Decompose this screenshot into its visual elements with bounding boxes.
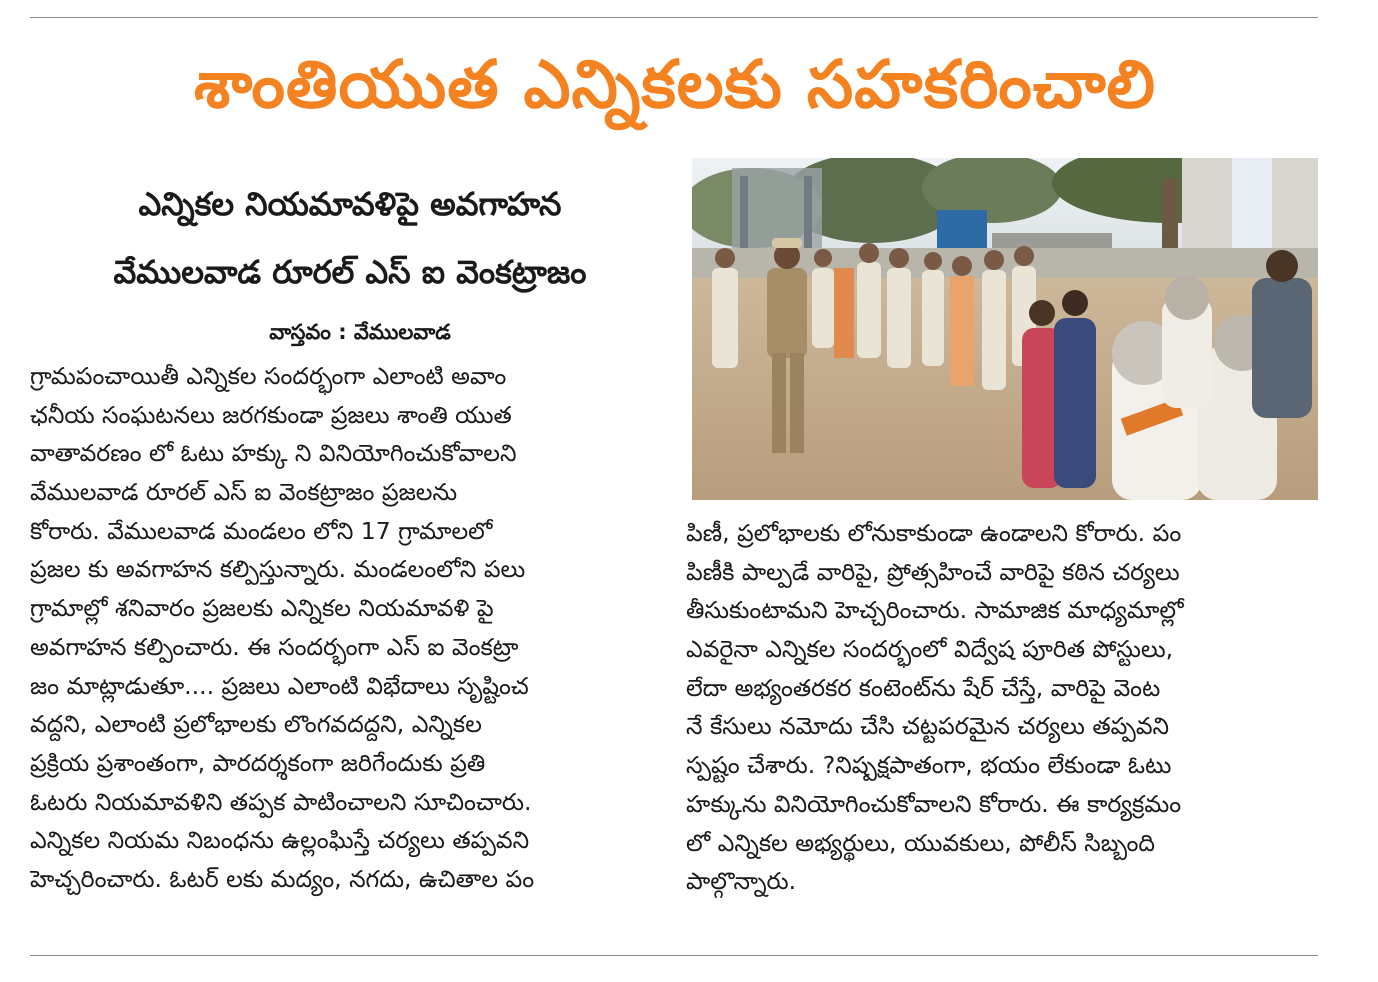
article-line: ప్రజల కు అవగాహన కల్పిస్తున్నారు. మండలంలోని పలు — [30, 555, 526, 584]
headline: శాంతియుత ఎన్నికలకు సహకరించాలి — [193, 46, 1157, 123]
dateline: వాస్తవం : వేములవాడ — [269, 320, 451, 344]
article-line: స్పష్టం చేశారు. ?నిష్పక్షపాతంగా, భయం లేకుండా ఓటు — [686, 751, 1172, 780]
article-line: వేములవాడ రూరల్ ఎస్ ఐ వెంకట్రాజం ప్రజలను — [30, 478, 458, 507]
article-line: హెచ్చరించారు. ఓటర్ లకు మద్యం, నగదు, ఉచితాల పం — [30, 864, 535, 893]
article-line: ఛనీయ సంఘటనలు జరగకుండా ప్రజలు శాంతి యుత — [30, 400, 512, 429]
article-line: పిణీకి పాల్పడే వారిపై, ప్రోత్సహించే వారిపై కఠిన చర్యలు — [686, 557, 1180, 586]
article-left-column — [30, 357, 662, 899]
article-line: జం మాట్లాడుతూ.... ప్రజలు ఎలాంటి విభేదాలు సృష్టించ — [30, 671, 529, 700]
article-line: ప్రక్రియ ప్రశాంతంగా, పారదర్శకంగా జరిగేందుకు ప్రతి — [30, 748, 486, 777]
article-line: ఎవరైనా ఎన్నికల సందర్భంలో విద్వేష పూరిత పోస్టులు, — [686, 635, 1174, 664]
article-right-column — [686, 514, 1318, 901]
article-line: పిణీ, ప్రలోభాలకు లోనుకాకుండా ఉండాలని కోరారు. పం — [686, 519, 1182, 547]
subheading-2: వేములవాడ రూరల్ ఎస్ ఐ వెంకట్రాజం — [113, 253, 587, 291]
article-line: వాతావరణం లో ఓటు హక్కు ని వినియోగించుకోవాలని — [30, 439, 517, 468]
article-line: ఓటరు నియమావళిని తప్పక పాటించాలని సూచించారు. — [30, 787, 532, 816]
article-photo — [692, 158, 1318, 500]
article-line: తీసుకుంటామని హెచ్చరించారు. సామాజిక మాధ్యమాల్లో — [686, 596, 1184, 625]
article-line: లేదా అభ్యంతరకర కంటెంట్‌ను షేర్ చేస్తే, వారిపై వెంట — [686, 673, 1161, 702]
subheading-1: ఎన్నికల నియమావళిపై అవగాహన — [138, 185, 562, 223]
article-line: హక్కును వినియోగించుకోవాలని కోరారు. ఈ కార్యక్రమం — [686, 789, 1182, 818]
article-line: అవగాహన కల్పించారు. ఈ సందర్భంగా ఎస్ ఐ వెంకట్రా — [30, 632, 519, 661]
article-line: ఎన్నికల నియమ నిబంధను ఉల్లంఘిస్తే చర్యలు తప్పవని — [30, 826, 530, 855]
article-line: కోరారు. వేములవాడ మండలం లోని 17 గ్రామాలలో — [30, 516, 493, 545]
article-line: వద్దని, ఎలాంటి ప్రలోభాలకు లొంగవదద్దని, ఎన్నికల — [30, 710, 482, 739]
top-rule — [30, 17, 1318, 18]
article-line: గ్రామాల్లో శనివారం ప్రజలకు ఎన్నికల నియమావళి పై — [30, 594, 494, 623]
article-line: లో ఎన్నికల అభ్యర్థులు, యువకులు, పోలీస్ సిబ్బంది — [686, 828, 1155, 857]
article-line: నే కేసులు నమోదు చేసి చట్టపరమైన చర్యలు తప్పవని — [686, 712, 1170, 741]
bottom-rule — [30, 955, 1318, 956]
article-line: పాల్గొన్నారు. — [686, 867, 797, 896]
article-line: గ్రామపంచాయితీ ఎన్నికల సందర్భంగా ఎలాంటి అవాం — [30, 362, 507, 390]
